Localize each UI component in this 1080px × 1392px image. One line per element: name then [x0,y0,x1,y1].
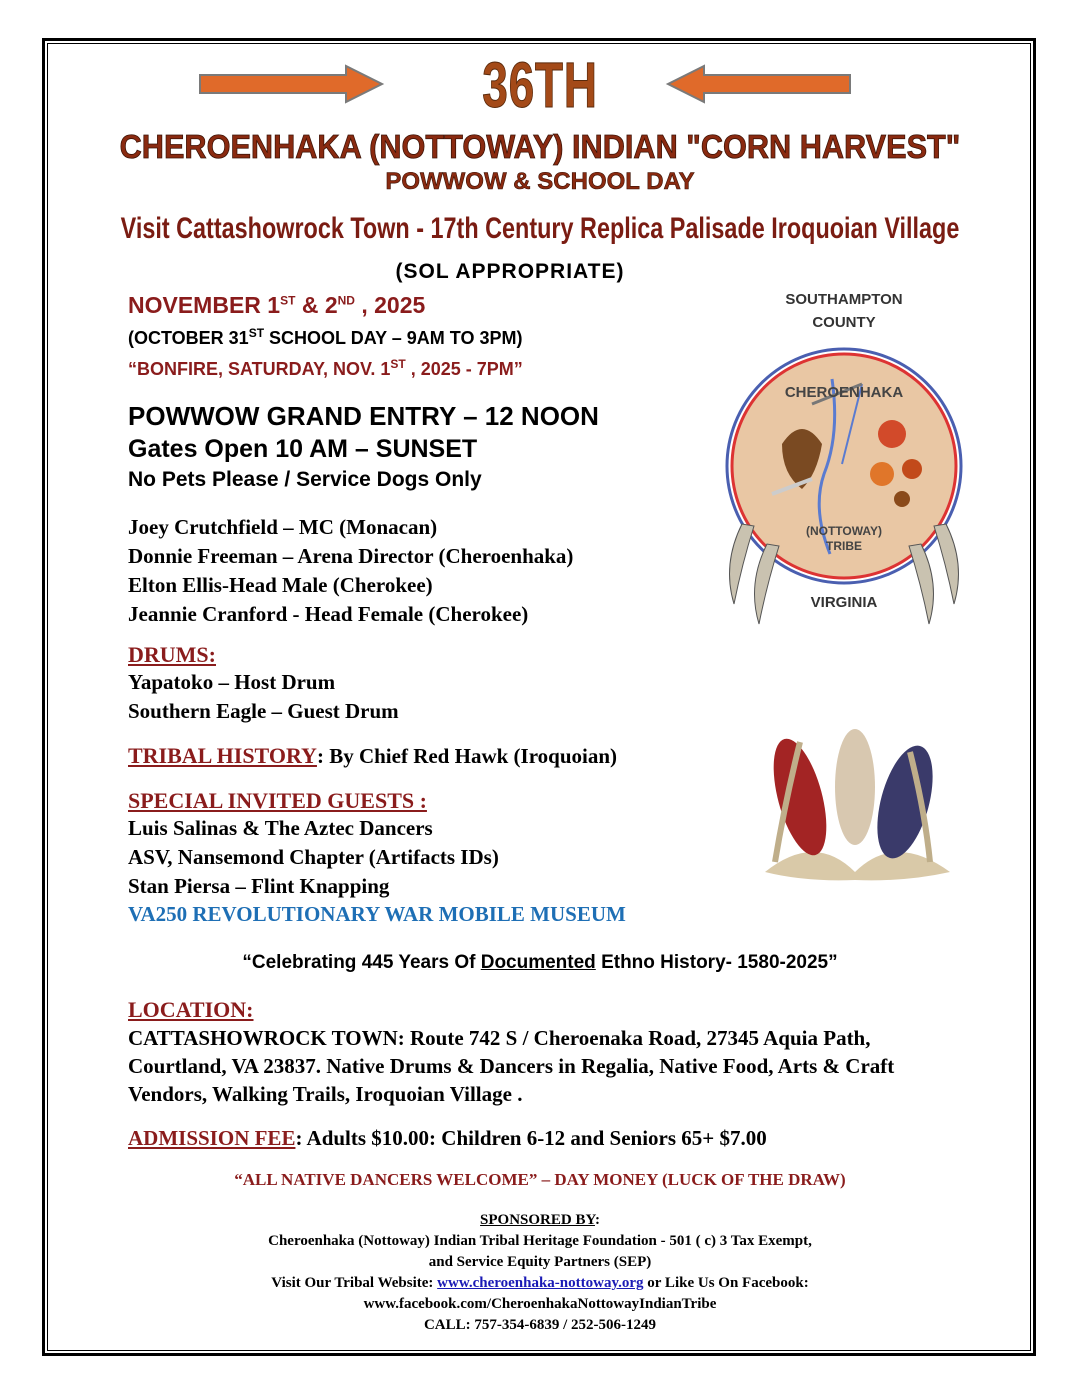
drums-section [128,642,399,724]
sponsor-line: Cheroenhaka (Nottoway) Indian Tribal Heritage Foundation - 501 ( c) 3 Tax Exempt, [268,1233,812,1249]
sol-note: (SOL APPROPRIATE) [395,260,625,283]
drum-item: Southern Eagle – Guest Drum [128,699,399,723]
admission-heading: ADMISSION FEE [128,1126,296,1150]
anniversary-heading: 36TH [482,49,598,121]
visit-line: Visit Cattashowrock Town - 17th Century Replica Palisade Iroquoian Village [120,212,960,245]
event-subtitle: POWWOW & SCHOOL DAY [385,168,695,195]
guests-heading: SPECIAL INVITED GUESTS : [128,788,427,813]
phone-line: CALL: 757-354-6839 / 252-506-1249 [423,1317,657,1333]
sponsor-block: SPONSORED BY: Cheroenhaka (Nottoway) Indian Tribal Heritage Foundation - 501 ( c) 3 Tax Exempt, and Service Equity Partners (SEP) Visit Our Tribal Website: www.cheroenhaka-nottoway.org or Like Us On Facebook: www.facebook.com/CheroenhakaNottowayIndianTribe CALL: 757-354-6839 / 252-506-1249 [0,1210,1080,1336]
staff-item: Joey Crutchfield – MC (Monacan) [128,515,438,539]
staff-list [128,513,573,629]
guests-section [128,788,499,899]
gates-open: Gates Open 10 AM – SUNSET [128,435,478,463]
school-day: (OCTOBER 31ST SCHOOL DAY – 9AM TO 3PM) [128,326,523,348]
seal-state: VIRGINIA [810,594,878,611]
celebrating-line: “Celebrating 445 Years Of Documented Ethno History- 1580-2025” [242,952,838,973]
pets-policy: No Pets Please / Service Dogs Only [128,468,482,491]
seal-ring-bottom: (NOTTOWAY) TRIBE [805,524,882,553]
dancers-welcome: “ALL NATIVE DANCERS WELCOME” – DAY MONEY (LUCK OF THE DRAW) [234,1170,846,1189]
grand-entry: POWWOW GRAND ENTRY – 12 NOON [128,401,599,431]
guest-item: Luis Salinas & The Aztec Dancers [128,816,433,840]
event-dates: NOVEMBER 1ST & 2ND , 2025 [128,292,426,318]
seal-county: SOUTHAMPTON COUNTY [785,291,903,331]
corn-image [755,722,955,882]
staff-item: Elton Ellis-Head Male (Cherokee) [128,573,433,597]
history-text: : By Chief Red Hawk (Iroquoian) [316,744,618,768]
drum-item: Yapatoko – Host Drum [128,670,336,694]
guest-item: Stan Piersa – Flint Knapping [128,874,390,898]
seal-graphic [712,284,976,634]
location-section [128,996,918,1108]
website-link[interactable]: www.cheroenhaka-nottoway.org [437,1275,644,1291]
history-heading: TRIBAL HISTORY [128,743,317,768]
admission-text: : Adults $10.00: Children 6-12 and Seniors 65+ $7.00 [295,1126,767,1150]
museum-line: VA250 REVOLUTIONARY WAR MOBILE MUSEUM [128,902,626,926]
sponsor-line: and Service Equity Partners (SEP) [428,1254,652,1270]
guest-item: ASV, Nansemond Chapter (Artifacts IDs) [128,845,499,869]
facebook-line: www.facebook.com/CheroenhakaNottowayIndianTribe [363,1296,717,1312]
staff-item: Donnie Freeman – Arena Director (Cheroenhaka) [128,544,574,568]
sponsor-heading: SPONSORED BY [480,1212,595,1228]
tribe-seal-icon [712,284,976,634]
seal-ring-top: CHEROENHAKA [784,384,904,401]
tribal-history [128,743,617,769]
bonfire: “BONFIRE, SATURDAY, NOV. 1ST , 2025 - 7PM” [128,357,523,379]
admission [128,1126,767,1151]
location-heading: LOCATION: [128,997,254,1022]
staff-item: Jeannie Cranford - Head Female (Cherokee) [128,602,529,626]
location-text: CATTASHOWROCK TOWN: Route 742 S / Cheroenaka Road, 27345 Aquia Path, Courtland, VA 23837. Native Drums & Dancers in Regalia, Native Food, Arts & Craft Vendors, Walking Trails, Iroquoian Village . [128,1026,895,1106]
event-title: CHEROENHAKA (NOTTOWAY) INDIAN "CORN HARVEST" [119,128,961,165]
drums-heading: DRUMS: [128,642,216,667]
